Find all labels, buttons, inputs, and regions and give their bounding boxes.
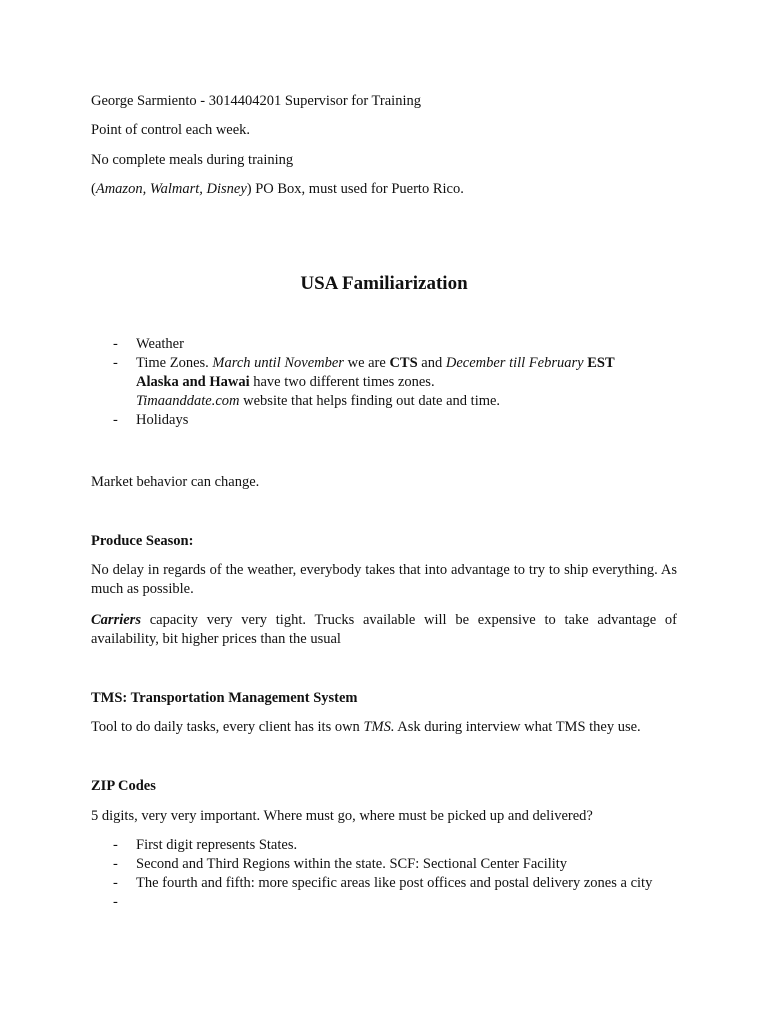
contact-line: George Sarmiento - 3014404201 Supervisor for Training	[91, 93, 421, 109]
period-december-february: December till February	[445, 355, 584, 371]
zip-list	[91, 836, 711, 912]
alaska-line	[136, 373, 691, 392]
cts-zone: CTS	[389, 355, 418, 371]
carriers-term: Carriers	[91, 612, 141, 628]
po-box-open-paren: (	[91, 181, 96, 197]
po-box-line	[91, 180, 464, 199]
produce-season-heading: Produce Season:	[91, 533, 194, 549]
tms-text-2: Ask during interview what TMS they use.	[394, 719, 641, 735]
tms-italic: TMS.	[363, 719, 395, 735]
carriers-rest: capacity very very tight. Trucks available will be expensive to take advantage of availability, bit higher prices than the usual	[91, 612, 677, 647]
website-line	[136, 392, 691, 411]
we-are-text: we are	[343, 355, 390, 371]
alaska-rest: have two different times zones.	[249, 374, 435, 390]
zip-intro: 5 digits, very very important. Where must go, where must be picked up and delivered?	[91, 808, 593, 824]
tms-text-1: Tool to do daily tasks, every client has its own	[91, 719, 364, 735]
list-item-weather: - Weather	[91, 335, 691, 354]
period-march-november: March until November	[212, 355, 344, 371]
time-zones-line	[136, 354, 691, 373]
po-box-companies: Amazon, Walmart, Disney	[95, 181, 247, 197]
zip-item-3: - The fourth and fifth: more specific areas like post offices and postal delivery zones a city	[91, 874, 711, 893]
and-text: and	[417, 355, 446, 371]
produce-paragraph-1: No delay in regards of the weather, everybody takes that into advantage to try to ship everything. As much as possible.	[91, 562, 677, 597]
familiarization-list	[91, 335, 691, 430]
tms-heading: TMS: Transportation Management System	[91, 690, 358, 706]
market-behavior-line: Market behavior can change.	[91, 474, 260, 490]
point-of-control-line: Point of control each week.	[91, 122, 251, 138]
est-zone: EST	[587, 355, 615, 371]
list-item-time-zones	[91, 354, 691, 411]
po-box-rest: ) PO Box, must used for Puerto Rico.	[246, 181, 464, 197]
list-item-holidays: - Holidays	[91, 411, 691, 430]
zip-item-4	[91, 893, 711, 912]
page-title: USA Familiarization	[300, 273, 468, 294]
meals-line: No complete meals during training	[91, 152, 294, 168]
website-rest: website that helps finding out date and time.	[239, 393, 501, 409]
time-zones-label: Time Zones.	[136, 355, 213, 371]
zip-item-2: - Second and Third Regions within the state. SCF: Sectional Center Facility	[91, 855, 711, 874]
zip-codes-heading: ZIP Codes	[91, 778, 156, 794]
produce-paragraph-2	[91, 611, 677, 649]
tms-paragraph	[91, 718, 641, 737]
website-name: Timaanddate.com	[136, 393, 240, 409]
zip-item-1: - First digit represents States.	[91, 836, 711, 855]
alaska-hawai: Alaska and Hawai	[136, 374, 250, 390]
